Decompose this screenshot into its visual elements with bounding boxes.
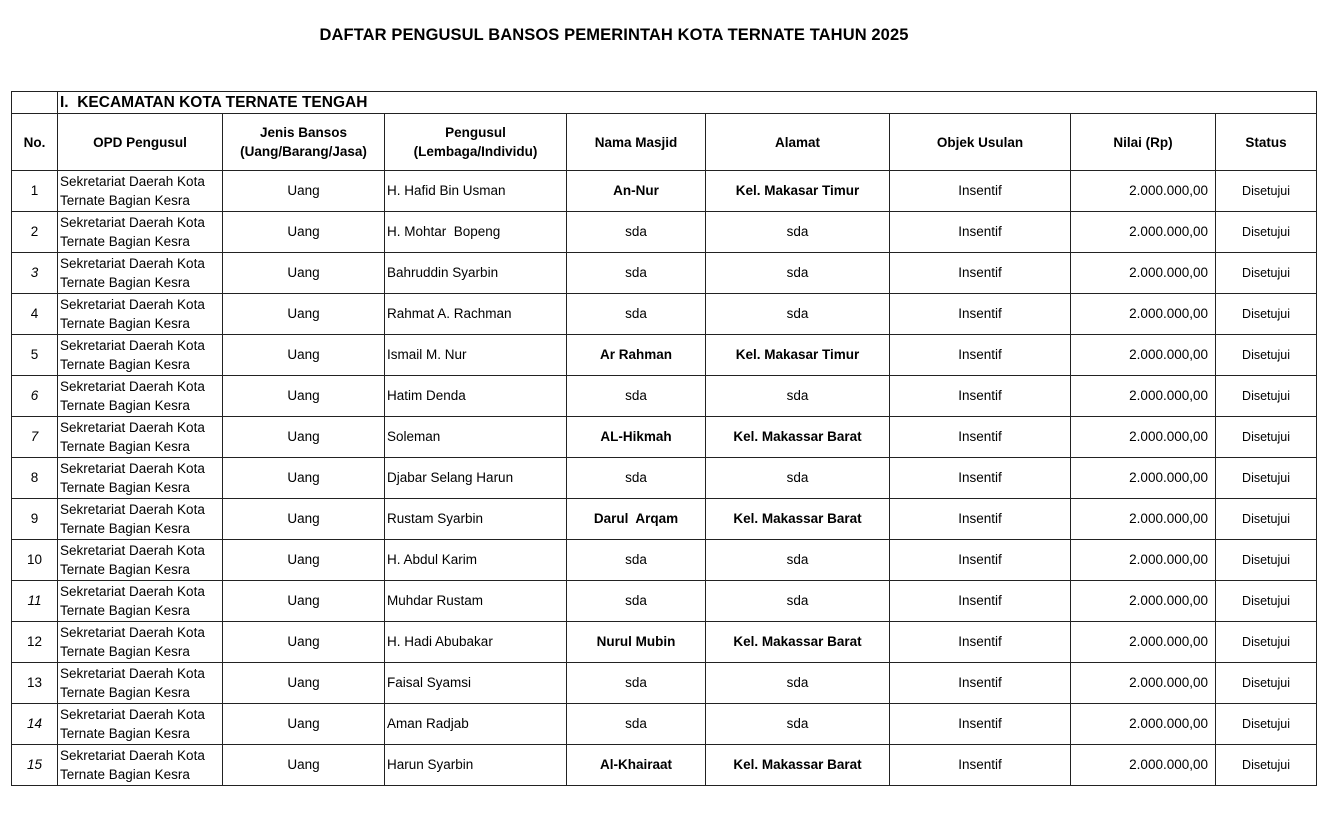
cell-jenis: Uang <box>223 458 385 499</box>
cell-status: Disetujui <box>1216 540 1317 581</box>
cell-opd-line2: Ternate Bagian Kesra <box>60 397 190 413</box>
cell-opd-line2: Ternate Bagian Kesra <box>60 725 190 741</box>
cell-nilai: 2.000.000,00 <box>1071 171 1216 212</box>
cell-opd-line2: Ternate Bagian Kesra <box>60 643 190 659</box>
cell-masjid: sda <box>567 458 706 499</box>
cell-status: Disetujui <box>1216 499 1317 540</box>
cell-objek: Insentif <box>890 745 1071 786</box>
cell-status: Disetujui <box>1216 253 1317 294</box>
cell-opd-line1: Sekretariat Daerah Kota <box>60 461 205 476</box>
cell-no: 1 <box>12 171 58 212</box>
cell-no: 5 <box>12 335 58 376</box>
cell-masjid: sda <box>567 540 706 581</box>
table-row <box>12 499 1317 540</box>
cell-opd-line2: Ternate Bagian Kesra <box>60 520 190 536</box>
cell-nilai: 2.000.000,00 <box>1071 294 1216 335</box>
cell-objek: Insentif <box>890 253 1071 294</box>
cell-pengusul: H. Abdul Karim <box>385 540 567 581</box>
cell-status: Disetujui <box>1216 458 1317 499</box>
cell-jenis: Uang <box>223 171 385 212</box>
header-no: No. <box>12 114 58 171</box>
cell-alamat: sda <box>706 212 890 253</box>
cell-jenis: Uang <box>223 540 385 581</box>
cell-masjid: sda <box>567 212 706 253</box>
table-row <box>12 458 1317 499</box>
cell-jenis: Uang <box>223 417 385 458</box>
table-row <box>12 581 1317 622</box>
cell-objek: Insentif <box>890 704 1071 745</box>
cell-pengusul: Soleman <box>385 417 567 458</box>
cell-nilai: 2.000.000,00 <box>1071 458 1216 499</box>
cell-status: Disetujui <box>1216 663 1317 704</box>
cell-opd <box>58 499 223 540</box>
table-row <box>12 294 1317 335</box>
cell-opd-line1: Sekretariat Daerah Kota <box>60 174 205 189</box>
cell-jenis: Uang <box>223 581 385 622</box>
cell-no: 2 <box>12 212 58 253</box>
cell-opd <box>58 663 223 704</box>
cell-masjid: sda <box>567 376 706 417</box>
cell-masjid: sda <box>567 704 706 745</box>
cell-opd-line2: Ternate Bagian Kesra <box>60 684 190 700</box>
cell-masjid: Nurul Mubin <box>567 622 706 663</box>
cell-status: Disetujui <box>1216 704 1317 745</box>
cell-jenis: Uang <box>223 376 385 417</box>
header-pengusul <box>385 114 567 171</box>
cell-jenis: Uang <box>223 622 385 663</box>
cell-masjid: sda <box>567 253 706 294</box>
cell-objek: Insentif <box>890 663 1071 704</box>
cell-masjid: Al-Khairaat <box>567 745 706 786</box>
cell-alamat: Kel. Makasar Timur <box>706 171 890 212</box>
header-pengusul-line2: (Lembaga/Individu) <box>413 144 538 159</box>
cell-nilai: 2.000.000,00 <box>1071 335 1216 376</box>
cell-opd <box>58 704 223 745</box>
header-jenis <box>223 114 385 171</box>
cell-alamat: Kel. Makassar Barat <box>706 417 890 458</box>
header-opd: OPD Pengusul <box>58 114 223 171</box>
cell-opd <box>58 294 223 335</box>
cell-opd-line2: Ternate Bagian Kesra <box>60 192 190 208</box>
table-row <box>12 212 1317 253</box>
table-row <box>12 745 1317 786</box>
cell-opd-line1: Sekretariat Daerah Kota <box>60 707 205 722</box>
cell-masjid: AL-Hikmah <box>567 417 706 458</box>
table-row <box>12 540 1317 581</box>
cell-alamat: Kel. Makassar Barat <box>706 622 890 663</box>
cell-opd-line1: Sekretariat Daerah Kota <box>60 666 205 681</box>
cell-alamat: sda <box>706 376 890 417</box>
cell-jenis: Uang <box>223 253 385 294</box>
cell-nilai: 2.000.000,00 <box>1071 253 1216 294</box>
cell-no: 14 <box>12 704 58 745</box>
cell-opd-line2: Ternate Bagian Kesra <box>60 438 190 454</box>
cell-alamat: sda <box>706 704 890 745</box>
cell-objek: Insentif <box>890 212 1071 253</box>
header-jenis-line2: (Uang/Barang/Jasa) <box>240 144 367 159</box>
document-title: DAFTAR PENGUSUL BANSOS PEMERINTAH KOTA TERNATE TAHUN 2025 <box>319 26 909 44</box>
cell-no: 4 <box>12 294 58 335</box>
cell-nilai: 2.000.000,00 <box>1071 499 1216 540</box>
cell-opd-line1: Sekretariat Daerah Kota <box>60 543 205 558</box>
cell-pengusul: Aman Radjab <box>385 704 567 745</box>
cell-opd-line1: Sekretariat Daerah Kota <box>60 584 205 599</box>
cell-opd <box>58 212 223 253</box>
header-pengusul-line1: Pengusul <box>445 125 506 140</box>
table-row <box>12 253 1317 294</box>
cell-pengusul: Djabar Selang Harun <box>385 458 567 499</box>
cell-pengusul: H. Mohtar Bopeng <box>385 212 567 253</box>
cell-opd <box>58 458 223 499</box>
cell-pengusul: Muhdar Rustam <box>385 581 567 622</box>
cell-alamat: sda <box>706 458 890 499</box>
cell-masjid: sda <box>567 294 706 335</box>
cell-opd <box>58 171 223 212</box>
cell-jenis: Uang <box>223 294 385 335</box>
cell-masjid: An-Nur <box>567 171 706 212</box>
cell-alamat: Kel. Makassar Barat <box>706 745 890 786</box>
cell-pengusul: Ismail M. Nur <box>385 335 567 376</box>
cell-no: 11 <box>12 581 58 622</box>
cell-objek: Insentif <box>890 335 1071 376</box>
cell-opd <box>58 581 223 622</box>
table-row <box>12 417 1317 458</box>
cell-pengusul: Rustam Syarbin <box>385 499 567 540</box>
cell-objek: Insentif <box>890 376 1071 417</box>
header-status: Status <box>1216 114 1317 171</box>
cell-pengusul: Bahruddin Syarbin <box>385 253 567 294</box>
header-row <box>12 114 1317 171</box>
header-objek: Objek Usulan <box>890 114 1071 171</box>
cell-status: Disetujui <box>1216 581 1317 622</box>
cell-no: 15 <box>12 745 58 786</box>
cell-opd <box>58 622 223 663</box>
cell-alamat: sda <box>706 581 890 622</box>
cell-opd-line1: Sekretariat Daerah Kota <box>60 420 205 435</box>
cell-status: Disetujui <box>1216 335 1317 376</box>
cell-status: Disetujui <box>1216 171 1317 212</box>
table-row <box>12 376 1317 417</box>
cell-status: Disetujui <box>1216 417 1317 458</box>
cell-nilai: 2.000.000,00 <box>1071 622 1216 663</box>
cell-opd-line2: Ternate Bagian Kesra <box>60 766 190 782</box>
section-spacer <box>12 92 58 114</box>
cell-objek: Insentif <box>890 540 1071 581</box>
cell-opd-line1: Sekretariat Daerah Kota <box>60 256 205 271</box>
cell-opd-line1: Sekretariat Daerah Kota <box>60 297 205 312</box>
cell-nilai: 2.000.000,00 <box>1071 581 1216 622</box>
cell-status: Disetujui <box>1216 745 1317 786</box>
cell-opd <box>58 417 223 458</box>
cell-alamat: sda <box>706 663 890 704</box>
table-row <box>12 663 1317 704</box>
cell-pengusul: Rahmat A. Rachman <box>385 294 567 335</box>
cell-opd-line1: Sekretariat Daerah Kota <box>60 625 205 640</box>
cell-pengusul: H. Hadi Abubakar <box>385 622 567 663</box>
cell-opd-line1: Sekretariat Daerah Kota <box>60 215 205 230</box>
table-row <box>12 622 1317 663</box>
cell-opd-line2: Ternate Bagian Kesra <box>60 561 190 577</box>
cell-opd-line2: Ternate Bagian Kesra <box>60 356 190 372</box>
cell-alamat: Kel. Makassar Barat <box>706 499 890 540</box>
cell-nilai: 2.000.000,00 <box>1071 663 1216 704</box>
table-row <box>12 171 1317 212</box>
cell-nilai: 2.000.000,00 <box>1071 540 1216 581</box>
cell-alamat: sda <box>706 540 890 581</box>
cell-opd-line1: Sekretariat Daerah Kota <box>60 379 205 394</box>
cell-pengusul: Faisal Syamsi <box>385 663 567 704</box>
cell-status: Disetujui <box>1216 212 1317 253</box>
cell-pengusul: H. Hafid Bin Usman <box>385 171 567 212</box>
cell-opd <box>58 745 223 786</box>
cell-opd-line2: Ternate Bagian Kesra <box>60 479 190 495</box>
cell-jenis: Uang <box>223 704 385 745</box>
table-row <box>12 335 1317 376</box>
cell-masjid: Darul Arqam <box>567 499 706 540</box>
cell-masjid: sda <box>567 663 706 704</box>
cell-nilai: 2.000.000,00 <box>1071 745 1216 786</box>
cell-alamat: sda <box>706 294 890 335</box>
cell-status: Disetujui <box>1216 294 1317 335</box>
cell-no: 13 <box>12 663 58 704</box>
cell-nilai: 2.000.000,00 <box>1071 417 1216 458</box>
cell-nilai: 2.000.000,00 <box>1071 212 1216 253</box>
cell-no: 10 <box>12 540 58 581</box>
cell-no: 9 <box>12 499 58 540</box>
cell-pengusul: Hatim Denda <box>385 376 567 417</box>
cell-opd-line1: Sekretariat Daerah Kota <box>60 338 205 353</box>
cell-status: Disetujui <box>1216 622 1317 663</box>
cell-alamat: sda <box>706 253 890 294</box>
cell-jenis: Uang <box>223 663 385 704</box>
cell-jenis: Uang <box>223 745 385 786</box>
cell-status: Disetujui <box>1216 376 1317 417</box>
cell-opd <box>58 376 223 417</box>
cell-opd-line1: Sekretariat Daerah Kota <box>60 502 205 517</box>
cell-opd-line1: Sekretariat Daerah Kota <box>60 748 205 763</box>
header-masjid: Nama Masjid <box>567 114 706 171</box>
cell-no: 3 <box>12 253 58 294</box>
cell-opd-line2: Ternate Bagian Kesra <box>60 602 190 618</box>
section-title: I. KECAMATAN KOTA TERNATE TENGAH <box>58 92 1317 114</box>
header-nilai: Nilai (Rp) <box>1071 114 1216 171</box>
cell-objek: Insentif <box>890 499 1071 540</box>
cell-no: 12 <box>12 622 58 663</box>
cell-no: 8 <box>12 458 58 499</box>
section-row <box>12 92 1317 114</box>
cell-no: 6 <box>12 376 58 417</box>
cell-jenis: Uang <box>223 335 385 376</box>
cell-opd <box>58 253 223 294</box>
cell-nilai: 2.000.000,00 <box>1071 376 1216 417</box>
bansos-table <box>11 91 1317 786</box>
header-alamat: Alamat <box>706 114 890 171</box>
cell-pengusul: Harun Syarbin <box>385 745 567 786</box>
cell-objek: Insentif <box>890 171 1071 212</box>
cell-nilai: 2.000.000,00 <box>1071 704 1216 745</box>
cell-opd-line2: Ternate Bagian Kesra <box>60 274 190 290</box>
cell-opd <box>58 540 223 581</box>
cell-no: 7 <box>12 417 58 458</box>
table-row <box>12 704 1317 745</box>
cell-jenis: Uang <box>223 212 385 253</box>
cell-opd-line2: Ternate Bagian Kesra <box>60 233 190 249</box>
cell-objek: Insentif <box>890 581 1071 622</box>
cell-masjid: sda <box>567 581 706 622</box>
cell-alamat: Kel. Makasar Timur <box>706 335 890 376</box>
cell-objek: Insentif <box>890 294 1071 335</box>
cell-objek: Insentif <box>890 458 1071 499</box>
cell-objek: Insentif <box>890 417 1071 458</box>
cell-jenis: Uang <box>223 499 385 540</box>
header-jenis-line1: Jenis Bansos <box>259 125 348 140</box>
cell-opd <box>58 335 223 376</box>
cell-masjid: Ar Rahman <box>567 335 706 376</box>
cell-opd-line2: Ternate Bagian Kesra <box>60 315 190 331</box>
cell-objek: Insentif <box>890 622 1071 663</box>
